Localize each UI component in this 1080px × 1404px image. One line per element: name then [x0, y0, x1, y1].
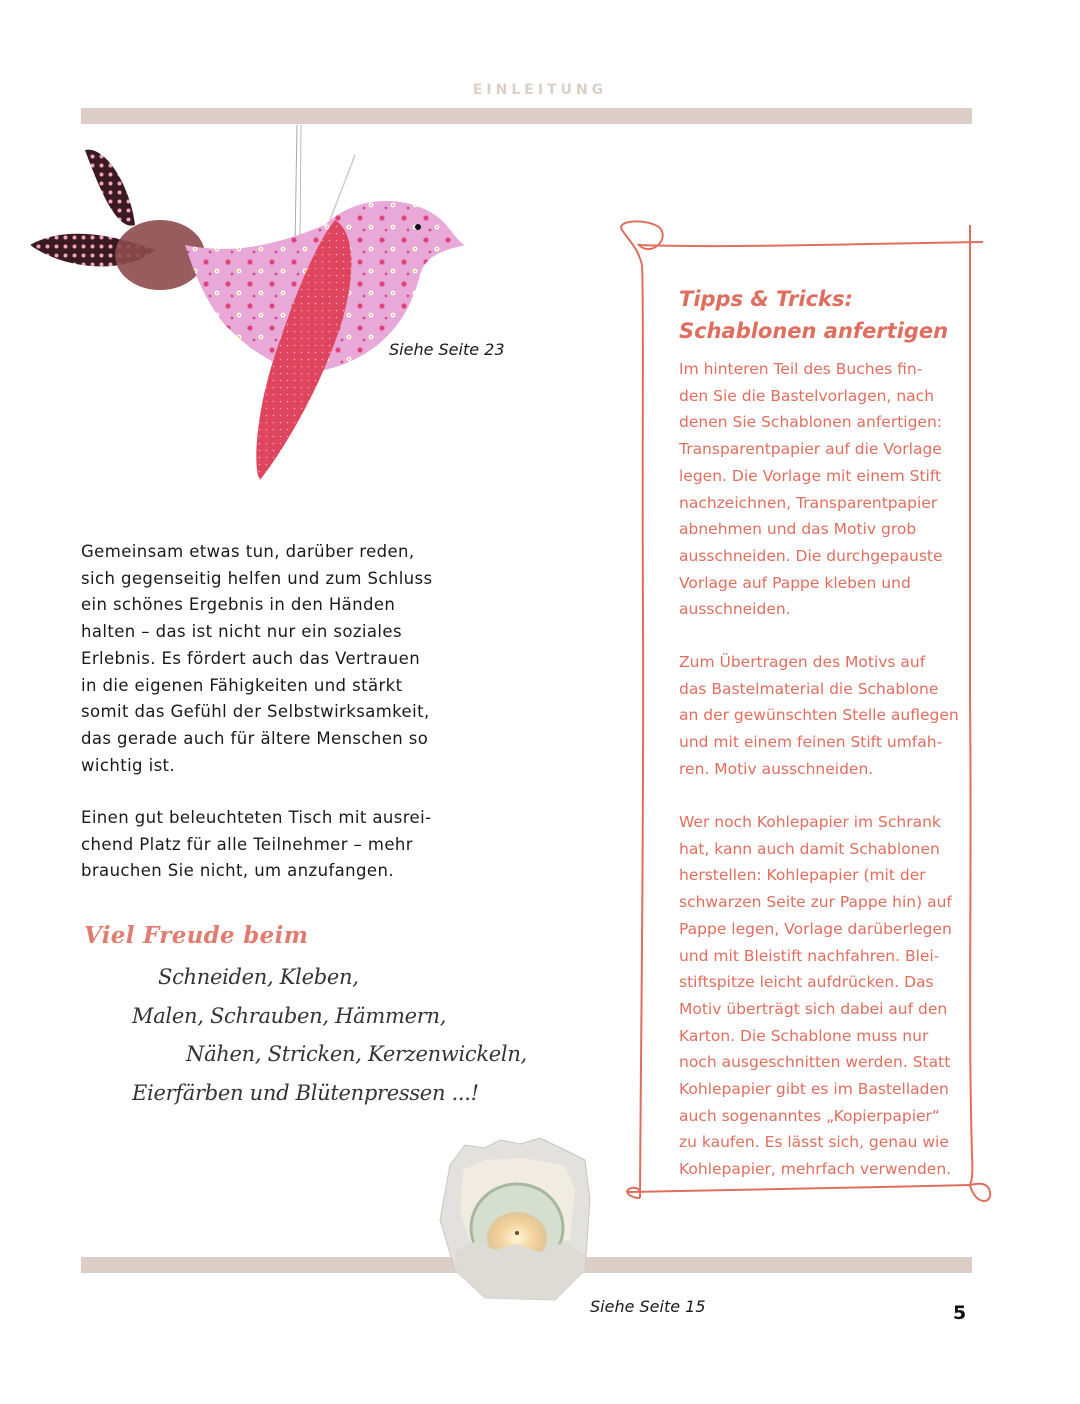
text-line: brauchen Sie nicht, um anzufangen.	[81, 861, 394, 881]
page-number: 5	[953, 1302, 967, 1324]
text-line: Pappe legen, Vorlage darüberlegen	[679, 919, 952, 938]
text-line: halten – das ist nicht nur ein soziales	[81, 622, 402, 642]
text-line: Kohlepapier, mehrfach verwenden.	[679, 1160, 952, 1179]
tips-paragraph-1	[679, 356, 969, 623]
text-line: ausschneiden. Die durchgepauste	[679, 546, 943, 565]
text-line: das gerade auch für ältere Menschen so	[81, 728, 429, 748]
text-line: und mit einem feinen Stift umfah-	[679, 733, 943, 752]
text-line: Erlebnis. Es fördert auch das Vertrauen	[81, 648, 421, 668]
text-line: auch sogenanntes „Kopierpapier“	[679, 1106, 940, 1125]
tips-heading-line: Schablonen anfertigen	[679, 319, 949, 343]
text-line: an der gewünschten Stelle auflegen	[679, 706, 959, 725]
text-line: Karton. Die Schablone muss nur	[679, 1026, 929, 1045]
text-line: noch ausgeschnitten werden. Statt	[679, 1053, 951, 1072]
tips-heading-line: Tipps & Tricks:	[679, 287, 853, 311]
text-line: denen Sie Schablonen anfertigen:	[679, 413, 943, 432]
text-line: abnehmen und das Motiv grob	[679, 520, 917, 539]
text-line: Motiv überträgt sich dabei auf den	[679, 999, 948, 1018]
text-line: ein schönes Ergebnis in den Händen	[81, 595, 396, 615]
text-line: sich gegenseitig helfen und zum Schluss	[81, 568, 433, 588]
text-line: zu kaufen. Es lässt sich, genau wie	[679, 1133, 949, 1152]
text-line: wichtig ist.	[81, 755, 176, 775]
text-line: schwarzen Seite zur Pappe hin) auf	[679, 893, 952, 912]
lantern-image	[425, 1130, 605, 1310]
text-line: stiftspitze leicht aufdrücken. Das	[679, 973, 934, 992]
text-line: ren. Motiv ausschneiden.	[679, 759, 874, 778]
bird-image	[25, 125, 505, 495]
tips-paragraph-3	[679, 809, 969, 1183]
text-line: nachzeichnen, Transparentpapier	[679, 493, 938, 512]
text-line: und mit Bleistift nachfahren. Blei-	[679, 946, 940, 965]
text-line: Vorlage auf Pappe kleben und	[679, 573, 911, 592]
text-line: Kohlepapier gibt es im Bastelladen	[679, 1080, 949, 1099]
text-line: den Sie die Bastelvorlagen, nach	[679, 386, 935, 405]
text-line: chend Platz für alle Teilnehmer – mehr	[81, 834, 413, 854]
text-line: Zum Übertragen des Motivs auf	[679, 653, 926, 671]
joy-heading: Viel Freude beim	[84, 922, 309, 949]
joy-line: Nähen, Stricken, Kerzenwickeln,	[186, 1042, 527, 1066]
text-line: legen. Die Vorlage mit einem Stift	[679, 466, 942, 485]
joy-line: Eierfärben und Blütenpressen ...!	[132, 1081, 479, 1105]
tips-heading	[679, 283, 948, 347]
text-line: herstellen: Kohlepapier (mit der	[679, 866, 926, 885]
text-line: Gemeinsam etwas tun, darüber reden,	[81, 542, 415, 561]
intro-paragraph-1	[81, 539, 461, 779]
text-line: Im hinteren Teil des Buches fin-	[679, 360, 923, 378]
text-line: somit das Gefühl der Selbstwirksamkeit,	[81, 702, 430, 722]
text-line: hat, kann auch damit Schablonen	[679, 839, 940, 858]
intro-paragraph-2	[81, 805, 461, 885]
joy-line: Malen, Schrauben, Hämmern,	[132, 1004, 447, 1028]
text-line: ausschneiden.	[679, 600, 791, 619]
joy-line: Schneiden, Kleben,	[158, 965, 359, 989]
text-line: Wer noch Kohlepapier im Schrank	[679, 813, 941, 831]
text-line: Transparentpapier auf die Vorlage	[679, 440, 942, 459]
tips-paragraph-2	[679, 649, 969, 783]
header-rule	[81, 108, 972, 124]
text-line: in die eigenen Fähigkeiten und stärkt	[81, 675, 403, 695]
section-label: EINLEITUNG	[472, 82, 608, 98]
text-line: Einen gut beleuchteten Tisch mit ausrei-	[81, 808, 432, 827]
text-line: das Bastelmaterial die Schablone	[679, 679, 939, 698]
bird-caption: Siehe Seite 23	[389, 340, 505, 359]
lantern-caption: Siehe Seite 15	[590, 1297, 706, 1316]
